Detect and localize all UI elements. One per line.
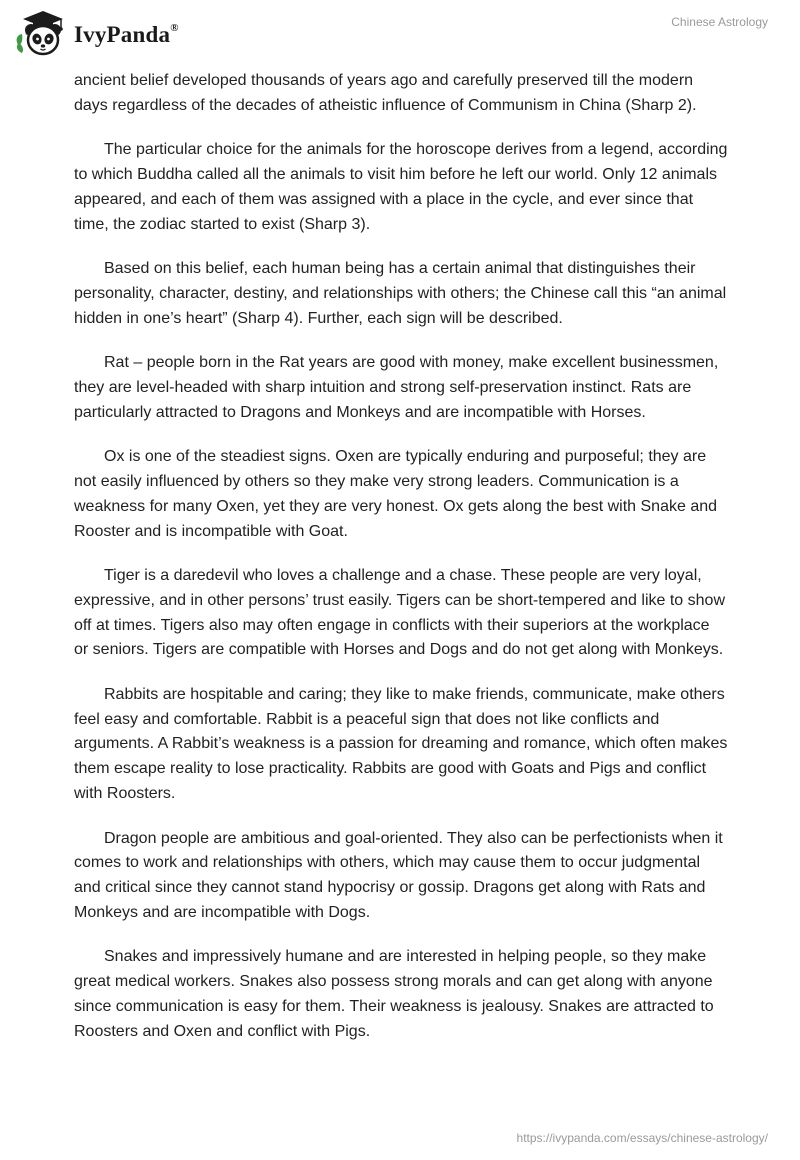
paragraph-legend: The particular choice for the animals for the horoscope derives from a legend, according to which Buddha called all the animals to visit him before he left our world. Only 12 animals appeared, and each of them was assigned with a place in the cycle, and ever since that time, the zodiac started to exist (Sharp 3). [74,141,728,233]
registered-mark: ® [170,22,179,35]
paragraph-ox: Ox is one of the steadiest signs. Oxen are typically enduring and purposeful; they are not easily influenced by others so they make very strong leaders. Communication is a weakness for many Oxen, yet they are very honest. Ox gets along the best with Snake and Rooster and is incompatible with Goat. [74,448,718,540]
paragraph-rat: Rat – people born in the Rat years are good with money, make excellent businessmen, they are level-headed with sharp intuition and strong self-preservation instinct. Rats are particularly attracted to Dragons and Monkeys and are incompatible with Horses. [74,354,719,421]
paragraph-snake: Snakes and impressively humane and are interested in helping people, so they make great medical workers. Snakes also possess strong morals and can get along with anyone since communication is easy for them. Their weakness is jealousy. Snakes are attracted to Roosters and Oxen and conflict with Pigs. [74,948,714,1040]
paragraph-belief: Based on this belief, each human being has a certain animal that distinguishes their personality, character, destiny, and relationships with others; the Chinese call this “an animal hidden in one’s heart” (Sharp 4). Further, each sign will be described. [74,260,727,327]
paragraph-continuation: ancient belief developed thousands of years ago and carefully preserved till the modern days regardless of the decades of atheistic influence of Communism in China (Sharp 2). [74,72,697,114]
panda-graduation-cap-icon [14,8,68,58]
header-topic: Chinese Astrology [671,15,768,29]
logo-wordmark [74,22,179,48]
brand-name: IvyPanda [74,22,171,47]
ivypanda-logo[interactable] [14,8,179,58]
paragraph-dragon: Dragon people are ambitious and goal-oriented. They also can be perfectionists when it comes to work and relationships with others, which may cause them to occur judgmental and critical since they cannot stand hypocrisy or gossip. Dragons get along with Rats and Monkeys and are incompatible with Dogs. [74,829,723,921]
page-header [0,0,800,70]
paragraph-rabbit: Rabbits are hospitable and caring; they like to make friends, communicate, make others feel easy and comfortable. Rabbit is a peaceful sign that does not like conflicts and arguments. A Rabbit’s weakness is a passion for dreaming and romance, which often makes them escape reality to lose practicality. Rabbits are good with Goats and Pigs and conflict with Roosters. [74,686,728,802]
essay-body [74,69,728,1064]
footer-url-link[interactable]: https://ivypanda.com/essays/chinese-astrology/ [516,1131,768,1145]
paragraph-tiger: Tiger is a daredevil who loves a challenge and a chase. These people are very loyal, expressive, and in other persons’ trust easily. Tigers can be short-tempered and like to show off at times. Tigers also may often engage in conflicts with their superiors at the workplace or seniors. Tigers are compatible with Horses and Dogs and do not get along with Monkeys. [74,567,725,659]
